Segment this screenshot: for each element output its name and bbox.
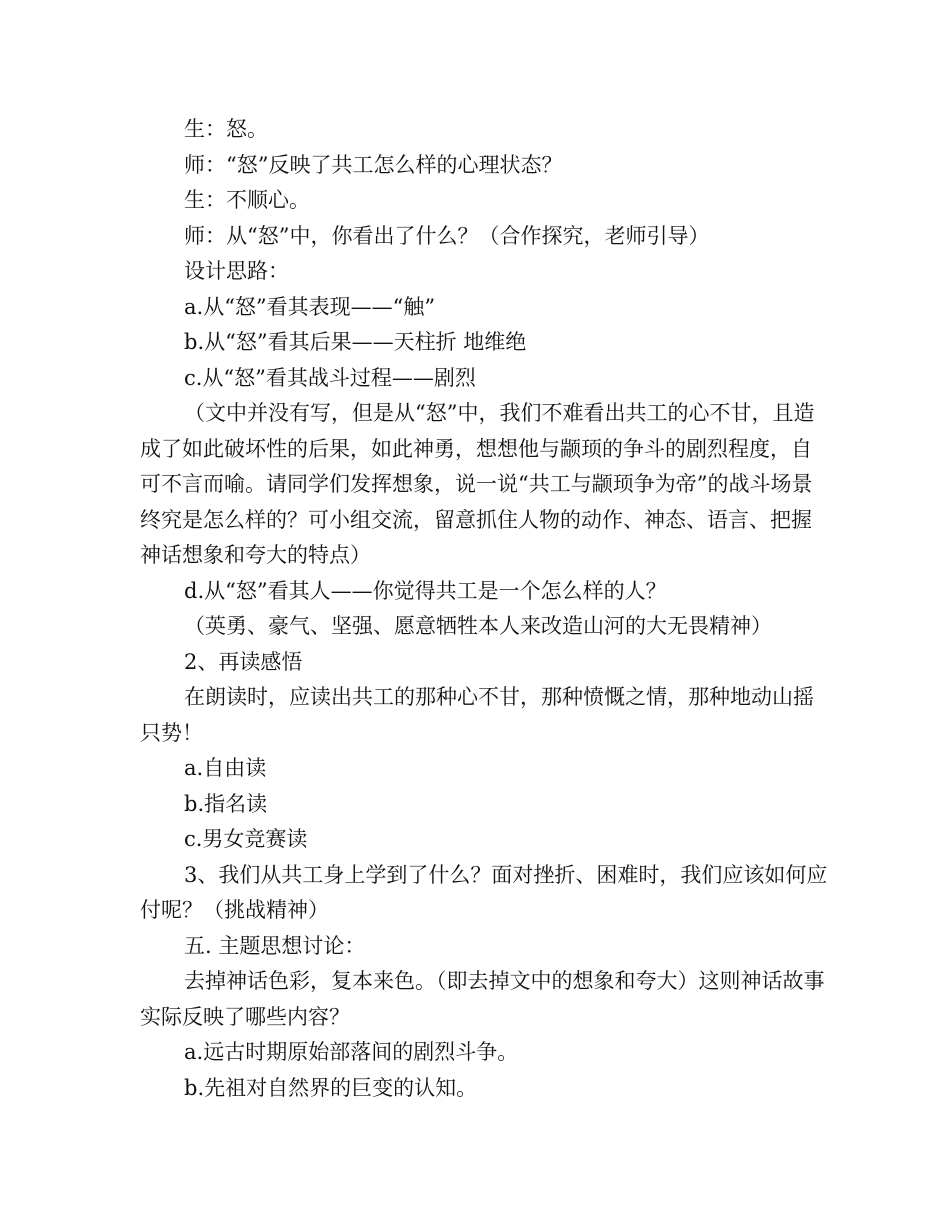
section-reread: 2、再读感悟 <box>184 649 303 674</box>
dialogue-student-1: 生：怒。 <box>184 117 268 141</box>
dialogue-student-2: 生：不顺心。 <box>184 188 310 212</box>
theme-answer-b: b.先祖对自然界的巨变的认知。 <box>184 1075 478 1100</box>
reread-instruction: 在朗读时，应读出共工的那种心不甘，那种愤慨之情，那种地动山摇只势！ <box>140 685 814 745</box>
design-note-paragraph: （文中并没有写，但是从“怒”中，我们不难看出共工的心不甘，且造成了如此破坏性的后果，如此神勇，想想他与颛顼的争斗的剧烈程度，自可不言而喻。请同学们发挥想象，说一说“共工与颛顼争为帝”的战斗场景终究是怎么样的？可小组交流，留意抓住人物的动作、神态、语言、把握神话想象和夸大的特点） <box>140 401 815 567</box>
design-point-a: a.从“怒”看其表现——“触” <box>184 294 436 319</box>
document-body <box>140 112 830 1106</box>
dialogue-teacher-1: 师：“怒”反映了共工怎么样的心理状态？ <box>184 152 563 177</box>
design-point-d: d.从“怒”看其人——你觉得共工是一个怎么样的人？ <box>184 578 667 603</box>
reading-mode-c: c.男女竞赛读 <box>184 827 308 851</box>
section-theme-heading: 五. 主题思想讨论： <box>184 933 366 958</box>
design-heading: 设计思路： <box>184 259 289 283</box>
reading-mode-b: b.指名读 <box>184 791 268 816</box>
theme-question: 去掉神话色彩，复本来色。（即去掉文中的想象和夸大）这则神话故事实际反映了哪些内容？ <box>140 969 825 1029</box>
design-point-b: b.从“怒”看其后果——天柱折 地维绝 <box>184 330 527 354</box>
theme-answer-a: a.远古时期原始部落间的剧烈斗争。 <box>184 1040 519 1064</box>
design-point-d-answer: （英勇、豪气、坚强、愿意牺牲本人来改造山河的大无畏精神） <box>184 614 772 638</box>
reading-mode-a: a.自由读 <box>184 756 267 780</box>
dialogue-teacher-2: 师：从“怒”中，你看出了什么？（合作探究，老师引导） <box>184 223 710 248</box>
section-learning-question: 3、我们从共工身上学到了什么？面对挫折、困难时，我们应该如何应付呢？（挑战精神） <box>140 862 828 922</box>
design-point-c: c.从“怒”看其战斗过程——剧烈 <box>184 365 476 390</box>
